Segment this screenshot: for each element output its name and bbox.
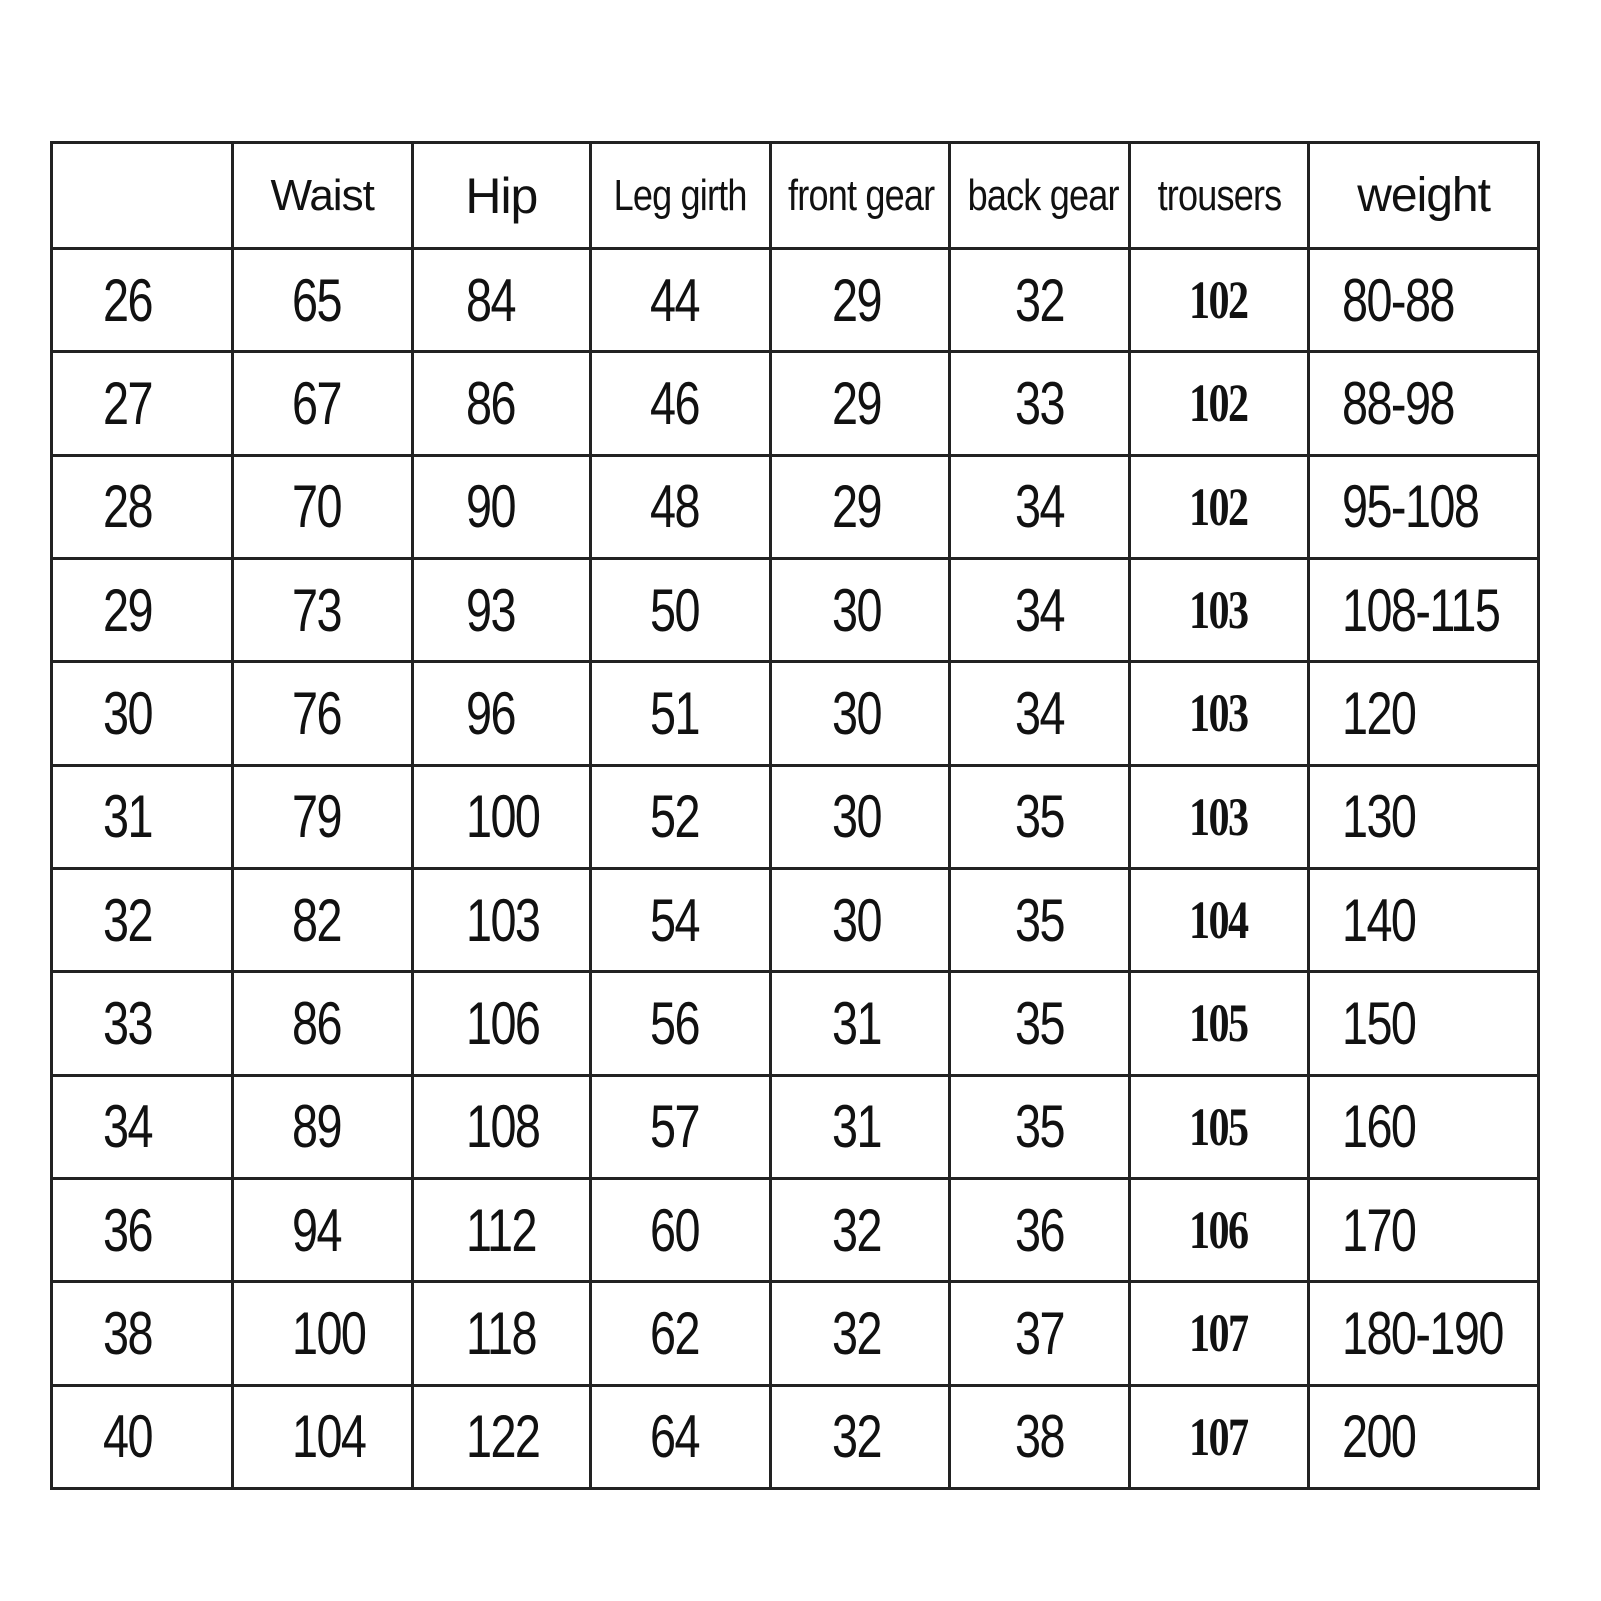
table-row xyxy=(52,1075,1539,1178)
cell-waist: 94 xyxy=(232,1178,412,1281)
cell-leg-girth: 60 xyxy=(591,1178,771,1281)
table-row xyxy=(52,1282,1539,1385)
cell-size: 29 xyxy=(52,558,233,661)
cell-waist: 104 xyxy=(232,1385,412,1488)
cell-front-gear: 29 xyxy=(770,352,949,455)
cell-weight: 130 xyxy=(1309,765,1539,868)
cell-weight: 150 xyxy=(1309,972,1539,1075)
cell-leg-girth: 56 xyxy=(591,972,771,1075)
cell-waist: 79 xyxy=(232,765,412,868)
cell-back-gear: 34 xyxy=(949,558,1130,661)
cell-weight: 200 xyxy=(1309,1385,1539,1488)
cell-back-gear: 36 xyxy=(949,1178,1130,1281)
header-front-gear: front gear xyxy=(770,143,949,249)
cell-front-gear: 31 xyxy=(770,972,949,1075)
cell-front-gear: 30 xyxy=(770,662,949,765)
cell-weight: 88-98 xyxy=(1309,352,1539,455)
cell-leg-girth: 44 xyxy=(591,249,771,352)
cell-size: 33 xyxy=(52,972,233,1075)
cell-leg-girth: 51 xyxy=(591,662,771,765)
cell-waist: 67 xyxy=(232,352,412,455)
cell-trousers: 105 xyxy=(1130,972,1309,1075)
cell-hip: 106 xyxy=(412,972,591,1075)
cell-weight: 140 xyxy=(1309,868,1539,971)
cell-weight: 120 xyxy=(1309,662,1539,765)
cell-leg-girth: 64 xyxy=(591,1385,771,1488)
cell-back-gear: 35 xyxy=(949,972,1130,1075)
cell-weight: 108-115 xyxy=(1309,558,1539,661)
cell-trousers: 102 xyxy=(1130,352,1309,455)
cell-front-gear: 32 xyxy=(770,1385,949,1488)
cell-waist: 70 xyxy=(232,455,412,558)
cell-back-gear: 34 xyxy=(949,455,1130,558)
table-row xyxy=(52,868,1539,971)
cell-front-gear: 30 xyxy=(770,765,949,868)
cell-hip: 108 xyxy=(412,1075,591,1178)
table-row xyxy=(52,972,1539,1075)
cell-front-gear: 32 xyxy=(770,1282,949,1385)
cell-waist: 73 xyxy=(232,558,412,661)
table-row xyxy=(52,1178,1539,1281)
cell-leg-girth: 50 xyxy=(591,558,771,661)
cell-size: 38 xyxy=(52,1282,233,1385)
header-back-gear: back gear xyxy=(949,143,1130,249)
cell-leg-girth: 52 xyxy=(591,765,771,868)
cell-hip: 112 xyxy=(412,1178,591,1281)
cell-weight: 160 xyxy=(1309,1075,1539,1178)
cell-size: 30 xyxy=(52,662,233,765)
cell-trousers: 102 xyxy=(1130,455,1309,558)
cell-waist: 65 xyxy=(232,249,412,352)
cell-front-gear: 31 xyxy=(770,1075,949,1178)
cell-leg-girth: 48 xyxy=(591,455,771,558)
cell-back-gear: 33 xyxy=(949,352,1130,455)
cell-hip: 84 xyxy=(412,249,591,352)
cell-front-gear: 30 xyxy=(770,868,949,971)
table-row xyxy=(52,1385,1539,1488)
cell-trousers: 104 xyxy=(1130,868,1309,971)
cell-size: 34 xyxy=(52,1075,233,1178)
cell-front-gear: 30 xyxy=(770,558,949,661)
table-row xyxy=(52,249,1539,352)
header-weight: weight xyxy=(1309,143,1539,249)
cell-hip: 96 xyxy=(412,662,591,765)
cell-trousers: 106 xyxy=(1130,1178,1309,1281)
table-row xyxy=(52,558,1539,661)
cell-trousers: 107 xyxy=(1130,1385,1309,1488)
cell-waist: 82 xyxy=(232,868,412,971)
cell-back-gear: 35 xyxy=(949,765,1130,868)
cell-waist: 89 xyxy=(232,1075,412,1178)
cell-leg-girth: 54 xyxy=(591,868,771,971)
cell-trousers: 107 xyxy=(1130,1282,1309,1385)
cell-size: 27 xyxy=(52,352,233,455)
cell-size: 26 xyxy=(52,249,233,352)
size-chart-table xyxy=(50,141,1540,1490)
cell-back-gear: 35 xyxy=(949,868,1130,971)
cell-leg-girth: 62 xyxy=(591,1282,771,1385)
cell-back-gear: 32 xyxy=(949,249,1130,352)
cell-weight: 95-108 xyxy=(1309,455,1539,558)
table-row xyxy=(52,352,1539,455)
header-leg-girth: Leg girth xyxy=(591,143,771,249)
cell-back-gear: 38 xyxy=(949,1385,1130,1488)
cell-trousers: 103 xyxy=(1130,558,1309,661)
header-waist: Waist xyxy=(232,143,412,249)
header-size xyxy=(52,143,233,249)
header-trousers: trousers xyxy=(1130,143,1309,249)
table-row xyxy=(52,455,1539,558)
cell-hip: 90 xyxy=(412,455,591,558)
header-hip: Hip xyxy=(412,143,591,249)
cell-hip: 86 xyxy=(412,352,591,455)
cell-weight: 80-88 xyxy=(1309,249,1539,352)
cell-hip: 103 xyxy=(412,868,591,971)
cell-back-gear: 35 xyxy=(949,1075,1130,1178)
cell-size: 28 xyxy=(52,455,233,558)
cell-weight: 180-190 xyxy=(1309,1282,1539,1385)
cell-hip: 100 xyxy=(412,765,591,868)
cell-trousers: 103 xyxy=(1130,662,1309,765)
cell-waist: 100 xyxy=(232,1282,412,1385)
table-row xyxy=(52,765,1539,868)
cell-leg-girth: 57 xyxy=(591,1075,771,1178)
cell-size: 31 xyxy=(52,765,233,868)
cell-weight: 170 xyxy=(1309,1178,1539,1281)
cell-hip: 93 xyxy=(412,558,591,661)
cell-trousers: 103 xyxy=(1130,765,1309,868)
cell-front-gear: 29 xyxy=(770,249,949,352)
cell-trousers: 102 xyxy=(1130,249,1309,352)
cell-size: 40 xyxy=(52,1385,233,1488)
cell-front-gear: 29 xyxy=(770,455,949,558)
cell-back-gear: 34 xyxy=(949,662,1130,765)
cell-front-gear: 32 xyxy=(770,1178,949,1281)
cell-trousers: 105 xyxy=(1130,1075,1309,1178)
table-row xyxy=(52,662,1539,765)
cell-leg-girth: 46 xyxy=(591,352,771,455)
cell-size: 36 xyxy=(52,1178,233,1281)
cell-waist: 86 xyxy=(232,972,412,1075)
cell-hip: 122 xyxy=(412,1385,591,1488)
cell-size: 32 xyxy=(52,868,233,971)
cell-back-gear: 37 xyxy=(949,1282,1130,1385)
table-body xyxy=(52,249,1539,1489)
cell-waist: 76 xyxy=(232,662,412,765)
header-row xyxy=(52,143,1539,249)
cell-hip: 118 xyxy=(412,1282,591,1385)
